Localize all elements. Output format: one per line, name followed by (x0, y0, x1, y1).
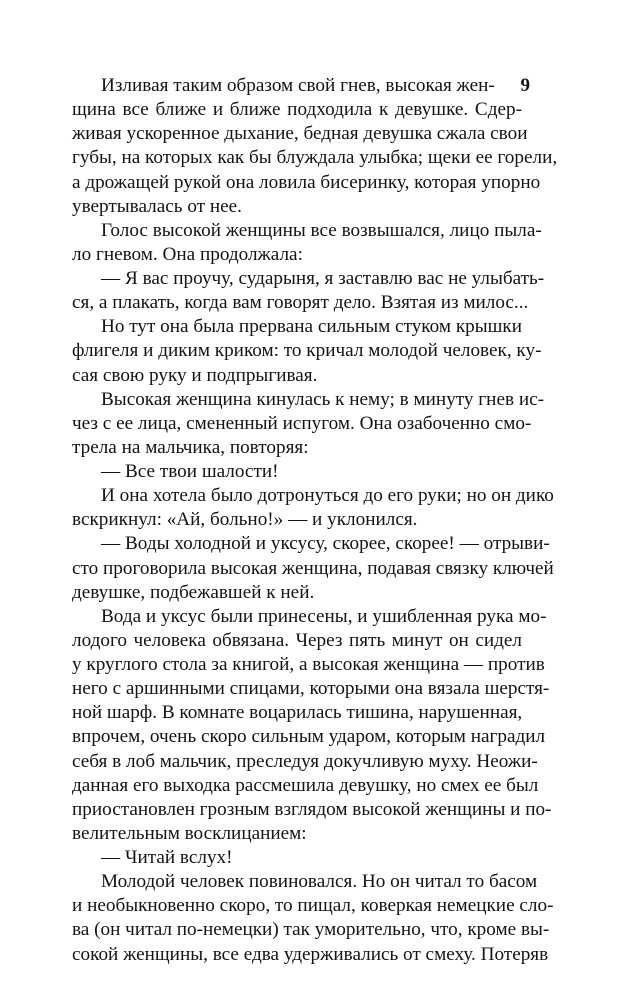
body-text (72, 74, 558, 967)
page-number: 9 (520, 75, 530, 96)
text-line: впрочем, очень скоро сильным ударом, которым наградил (72, 726, 546, 748)
text-line: Молодой человек повиновался. Но он читал то басом (101, 871, 538, 893)
text-line: ло гневом. Она продолжала: (72, 243, 303, 265)
text-line: трела на мальчика, повторяя: (72, 436, 309, 458)
text-line: увертывалась от нее. (72, 195, 242, 217)
text-line: флигеля и диким криком: то кричал молодой человек, ку- (72, 340, 542, 362)
text-line: Голос высокой женщины все возвышался, лицо пыла- (101, 219, 542, 241)
text-line: велительным восклицанием: (72, 822, 307, 844)
text-line: приостановлен грозным взглядом высокой женщины и по- (72, 798, 552, 820)
text-line: ва (он читал по-немецки) так уморительно, что, кроме вы- (72, 919, 550, 941)
text-line: Высокая женщина кинулась к нему; в минуту гнев ис- (101, 388, 544, 410)
text-line: губы, на которых как бы блуждала улыбка; щеки ее горели, (72, 147, 558, 169)
text-line: данная его выходка рассмешила девушку, но смех ее был (72, 774, 539, 796)
text-line: Вода и уксус были принесены, и ушибленная рука мо- (101, 605, 547, 627)
text-line: а дрожащей рукой она ловила бисеринку, которая упорно (72, 171, 541, 193)
text-line: девушке, подбежавшей к ней. (72, 581, 315, 603)
text-line: у круглого стола за книгой, а высокая женщина — против (72, 654, 545, 675)
text-line: сокой женщины, все едва удерживались от смеху. Потеряв (72, 943, 549, 965)
text-line: Но тут она была прервана сильным стуком крышки (101, 316, 522, 338)
text-line: чез с ее лица, смененный испугом. Она озабоченно смо- (72, 412, 532, 434)
text-line: живая ускоренное дыхание, бедная девушка сжала свои (72, 123, 528, 145)
text-line: сая свою руку и подпрыгивая. (72, 364, 318, 386)
text-line: сто проговорила высокая женщина, подавая связку ключей (72, 557, 554, 579)
text-line: — Читай вслух! (101, 847, 233, 868)
text-line: — Я вас проучу, сударыня, я заставлю вас не улыбать- (101, 268, 545, 289)
text-line: — Воды холодной и уксусу, скорее, скорее! — отрыви- (101, 533, 550, 555)
text-line: себя в лоб мальчик, преследуя докучливую муху. Неожи- (72, 750, 538, 772)
text-line: ной шарф. В комнате воцарилась тишина, нарушенная, (72, 702, 523, 724)
text-line: вскрикнул: «Ай, больно!» — и уклонился. (72, 509, 418, 531)
text-line: — Все твои шалости! (101, 461, 279, 482)
text-line: лодого человека обвязана. Через пять минут он сидел (72, 629, 522, 651)
text-line: щина все ближе и ближе подходила к девушке. Сдер- (72, 99, 522, 121)
text-line: ся, а плакать, когда вам говорят дело. Взятая из милос... (72, 292, 529, 314)
text-line: него с аршинными спицами, которыми она вязала шерстя- (72, 678, 550, 700)
text-line: И она хотела было дотронуться до его руки; но он дико (101, 485, 554, 507)
text-line: и необыкновенно скоро, то пищал, коверкая немецкие сло- (72, 895, 554, 917)
text-line: Изливая таким образом свой гнев, высокая жен- (101, 75, 495, 96)
